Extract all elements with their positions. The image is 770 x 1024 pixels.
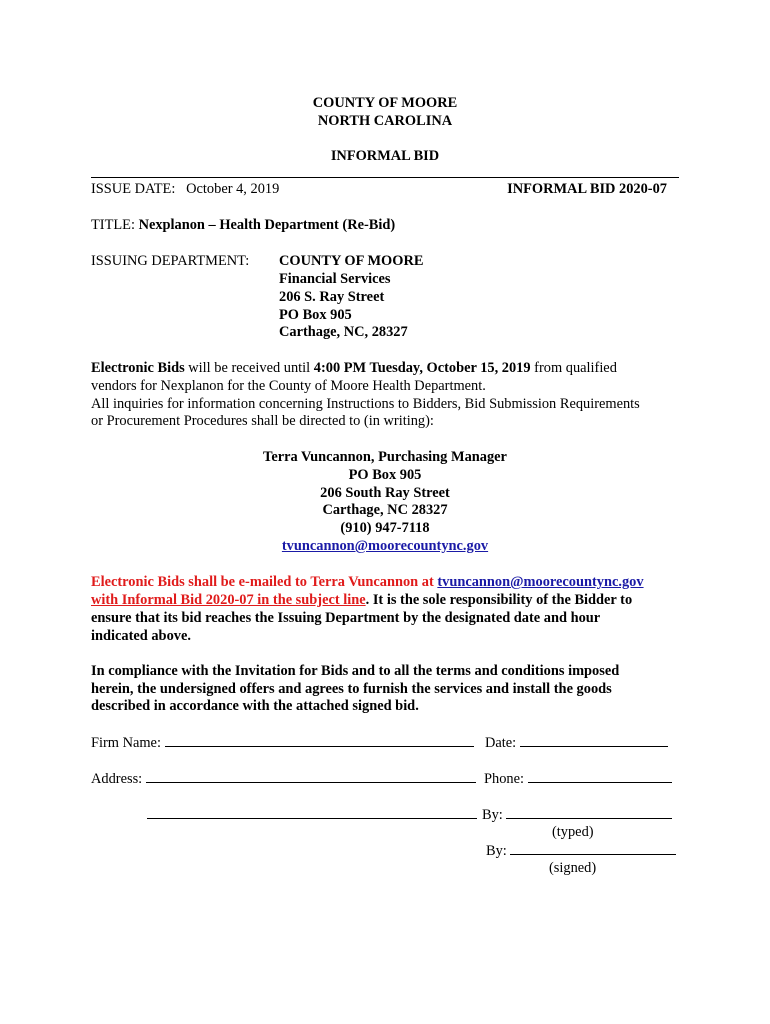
intro-line-2: vendors for Nexplanon for the County of Moore Health Department. (91, 378, 486, 394)
header-county: COUNTY OF MOORE (312, 95, 458, 111)
address-second-row (147, 805, 477, 824)
notice-red-1: Electronic Bids shall be e-mailed to Terra Vuncannon at (91, 574, 438, 590)
address-field (91, 769, 476, 788)
intro-bold-2: 4:00 PM Tuesday, October 15, 2019 (313, 360, 531, 376)
phone-label: Phone: (484, 771, 524, 787)
header-informal-bid: INFORMAL BID (330, 148, 440, 164)
intro-text-2: from qualified (530, 360, 617, 376)
title-row (91, 216, 395, 234)
notice-line-1 (91, 573, 644, 591)
intro-text-1: will be received until (184, 360, 314, 376)
firm-name-line[interactable] (165, 733, 474, 747)
issue-date-label: ISSUE DATE: (91, 181, 176, 197)
notice-email-link[interactable]: tvuncannon@moorecountync.gov (437, 574, 644, 590)
by-typed-line[interactable] (506, 805, 672, 819)
bid-number: INFORMAL BID 2020-07 (507, 181, 667, 197)
title-label: TITLE: (91, 217, 135, 233)
notice-red-2: with Informal Bid 2020-07 in the subject line (91, 592, 366, 608)
issue-date (91, 180, 279, 198)
phone-line[interactable] (528, 769, 672, 783)
intro-line-3: All inquiries for information concerning Instructions to Bidders, Bid Submission Requirements (91, 396, 640, 412)
signed-caption: (signed) (549, 860, 597, 876)
intro-bold-1: Electronic Bids (91, 360, 185, 376)
notice-line-2 (91, 591, 632, 609)
contact-city: Carthage, NC 28327 (322, 502, 448, 518)
date-label: Date: (485, 735, 517, 751)
address-label: Address: (91, 771, 143, 787)
compliance-line-3: described in accordance with the attached signed bid. (91, 698, 419, 714)
notice-line-4: indicated above. (91, 628, 191, 644)
by-signed-field (486, 841, 676, 860)
contact-name: Terra Vuncannon, Purchasing Manager (263, 449, 507, 465)
by-typed-label: By: (482, 807, 503, 823)
typed-caption: (typed) (552, 824, 594, 840)
address-line-2[interactable] (147, 805, 477, 819)
by-signed-line[interactable] (510, 841, 676, 855)
date-line[interactable] (520, 733, 668, 747)
address-line-1[interactable] (146, 769, 476, 783)
title-value: Nexplanon – Health Department (Re-Bid) (138, 217, 396, 233)
firm-name-field (91, 733, 474, 752)
header-state: NORTH CAROLINA (317, 113, 453, 129)
issuing-line-5: Carthage, NC, 28327 (279, 324, 408, 340)
compliance-line-2: herein, the undersigned offers and agrees to furnish the services and install the goods (91, 681, 612, 697)
issuing-line-2: Financial Services (279, 271, 391, 287)
contact-email-row (0, 537, 770, 555)
phone-field (484, 769, 672, 788)
by-signed-label: By: (486, 843, 507, 859)
intro-line-4: or Procurement Procedures shall be directed to (in writing): (91, 413, 434, 429)
contact-street: 206 South Ray Street (320, 485, 450, 501)
issuing-line-4: PO Box 905 (279, 307, 352, 323)
contact-po: PO Box 905 (348, 467, 422, 483)
issuing-line-3: 206 S. Ray Street (279, 289, 385, 305)
intro-line-1 (91, 359, 617, 377)
notice-line-3: ensure that its bid reaches the Issuing Department by the designated date and hour (91, 610, 601, 626)
issue-date-value: October 4, 2019 (186, 181, 280, 197)
issuing-line-1: COUNTY OF MOORE (279, 253, 424, 269)
notice-rest-1: . It is the sole responsibility of the Bidder to (365, 592, 633, 608)
contact-email-link[interactable]: tvuncannon@moorecountync.gov (281, 538, 489, 554)
header-rule (91, 177, 679, 178)
firm-name-label: Firm Name: (91, 735, 161, 751)
issuing-label: ISSUING DEPARTMENT: (91, 253, 250, 269)
by-typed-field (482, 805, 672, 824)
compliance-line-1: In compliance with the Invitation for Bids and to all the terms and conditions imposed (91, 663, 620, 679)
contact-phone: (910) 947-7118 (340, 520, 430, 536)
date-field (485, 733, 668, 752)
